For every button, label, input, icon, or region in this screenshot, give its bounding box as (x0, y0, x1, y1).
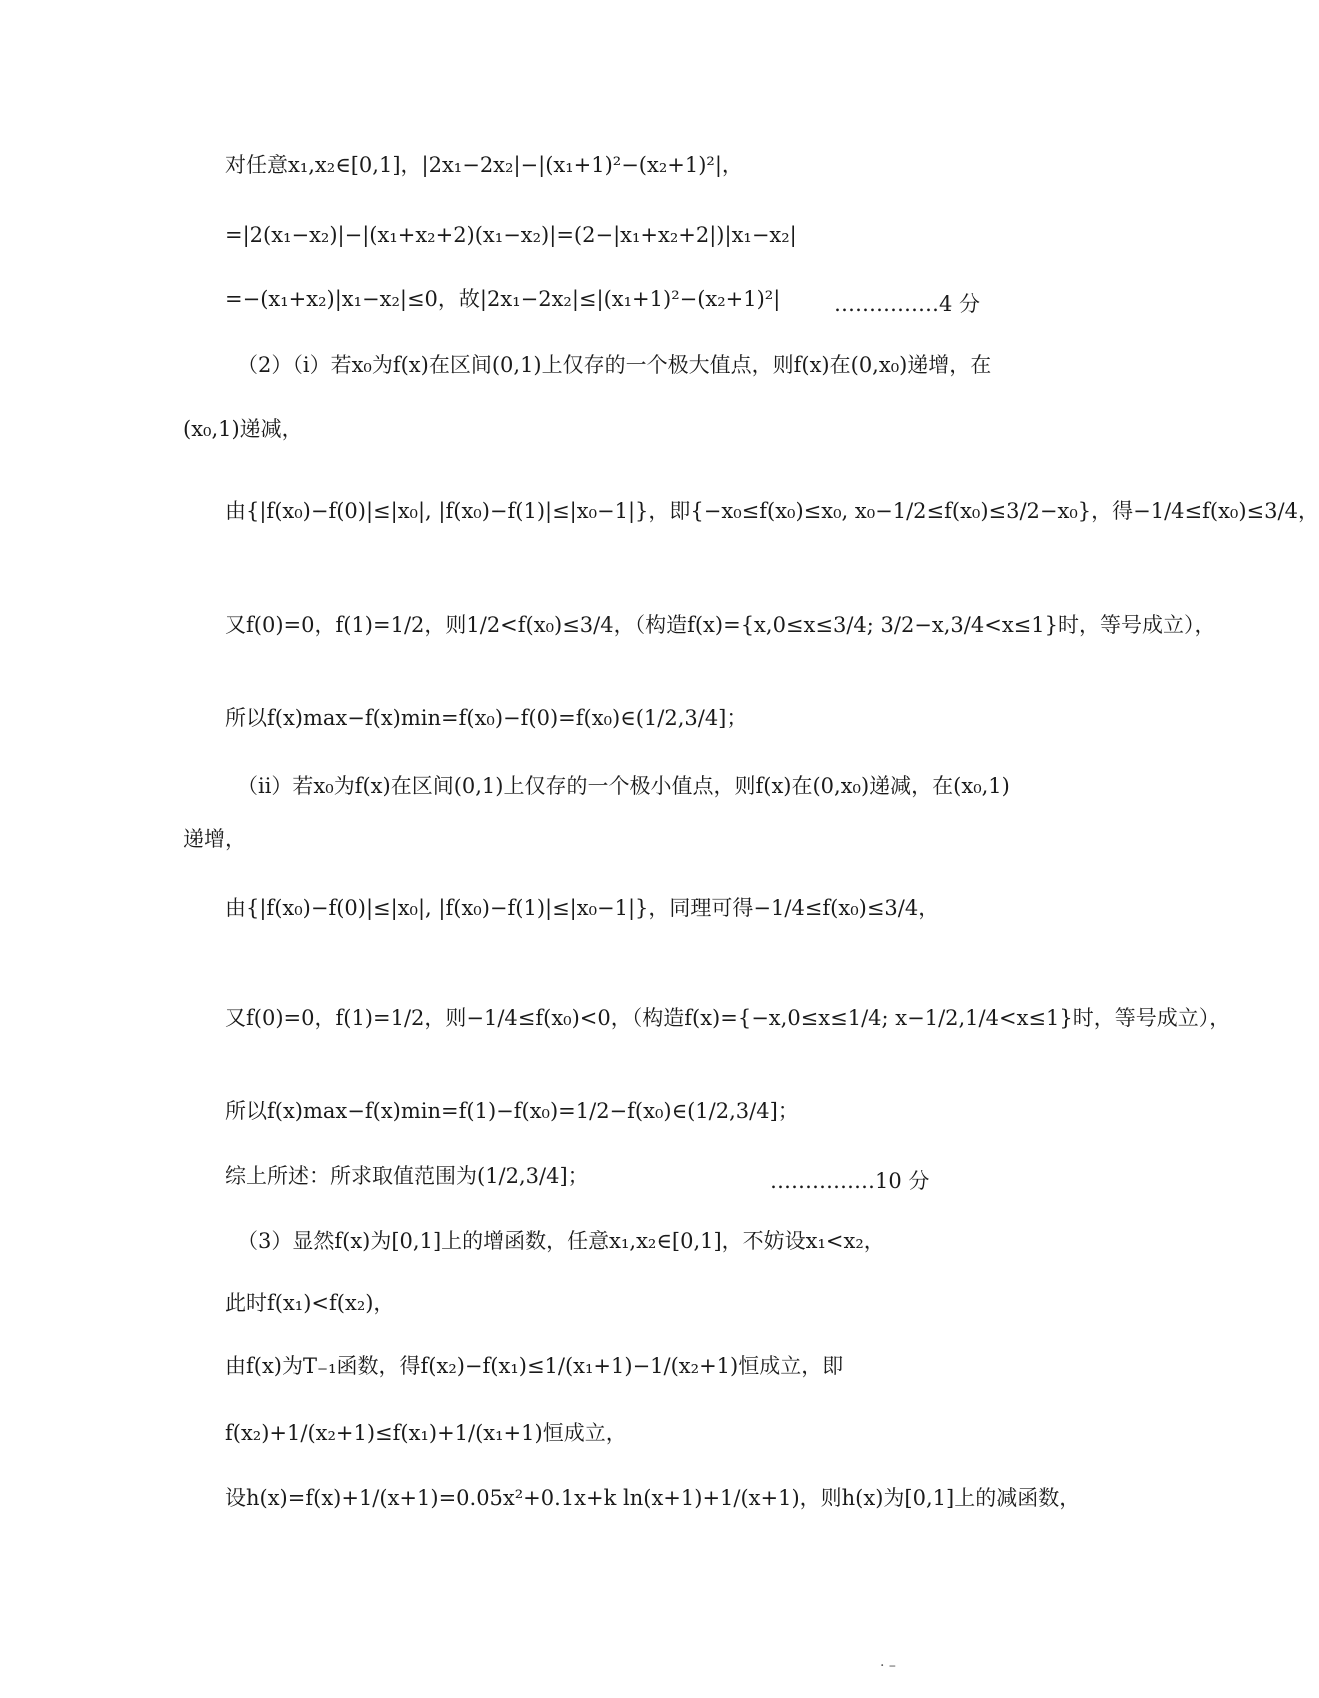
solution-line-17: 由f(x)为T₋₁函数，得f(x₂)−f(x₁)≤1/(x₁+1)−1/(x₂+1)恒成立，即 (225, 1354, 844, 1378)
solution-line-13: 所以f(x)max−f(x)min=f(1)−f(x₀)=1/2−f(x₀)∈(1/2,3/4]； (225, 1099, 799, 1123)
solution-line-15: （3）显然f(x)为[0,1]上的增函数，任意x₁,x₂∈[0,1]，不妨设x₁<x₂， (237, 1229, 885, 1253)
solution-line-3: =−(x₁+x₂)|x₁−x₂|≤0，故|2x₁−2x₂|≤|(x₁+1)²−(x₂+1)²| (225, 287, 781, 311)
solution-line-8: 所以f(x)max−f(x)min=f(x₀)−f(0)=f(x₀)∈(1/2,3/4]； (225, 706, 748, 730)
solution-line-5: (x₀,1)递减， (183, 417, 303, 441)
solution-line-14: 综上所述：所求取值范围为(1/2,3/4]； (225, 1164, 589, 1188)
score-mark-4: ……………4 分 (834, 292, 981, 316)
solution-line-10: 递增， (183, 827, 246, 851)
solution-line-9: （ⅱ）若x₀为f(x)在区间(0,1)上仅存的一个极小值点，则f(x)在(0,x₀)递减，在(x₀,1) (237, 774, 1010, 798)
solution-line-7: 又f(0)=0，f(1)=1/2，则1/2<f(x₀)≤3/4，（构造f(x)={x,0≤x≤3/4; 3/2−x,3/4<x≤1}时，等号成立）， (225, 613, 1216, 637)
solution-line-16: 此时f(x₁)<f(x₂)， (225, 1291, 395, 1315)
solution-line-4: （2）（ⅰ）若x₀为f(x)在区间(0,1)上仅存的一个极大值点，则f(x)在(0,x₀)递增，在 (237, 353, 992, 377)
score-mark-10: ……………10 分 (770, 1169, 930, 1193)
solution-line-6: 由{|f(x₀)−f(0)|≤|x₀|, |f(x₀)−f(1)|≤|x₀−1|}，即{−x₀≤f(x₀)≤x₀, x₀−1/2≤f(x₀)≤3/2−x₀}，得−1/4≤f(x₀)≤3/4， (225, 499, 1319, 523)
page-mark: · – (880, 1658, 896, 1674)
solution-line-18: f(x₂)+1/(x₂+1)≤f(x₁)+1/(x₁+1)恒成立， (225, 1421, 627, 1445)
solution-line-12: 又f(0)=0，f(1)=1/2，则−1/4≤f(x₀)<0，（构造f(x)={−x,0≤x≤1/4; x−1/2,1/4<x≤1}时，等号成立）， (225, 1006, 1231, 1030)
solution-line-19: 设h(x)=f(x)+1/(x+1)=0.05x²+0.1x+k ln(x+1)+1/(x+1)，则h(x)为[0,1]上的减函数， (225, 1486, 1081, 1510)
solution-line-11: 由{|f(x₀)−f(0)|≤|x₀|, |f(x₀)−f(1)|≤|x₀−1|}，同理可得−1/4≤f(x₀)≤3/4， (225, 896, 940, 920)
solution-line-2: =|2(x₁−x₂)|−|(x₁+x₂+2)(x₁−x₂)|=(2−|x₁+x₂+2|)|x₁−x₂| (225, 223, 797, 247)
solution-line-1: 对任意x₁,x₂∈[0,1]，|2x₁−2x₂|−|(x₁+1)²−(x₂+1)²|， (225, 153, 743, 177)
